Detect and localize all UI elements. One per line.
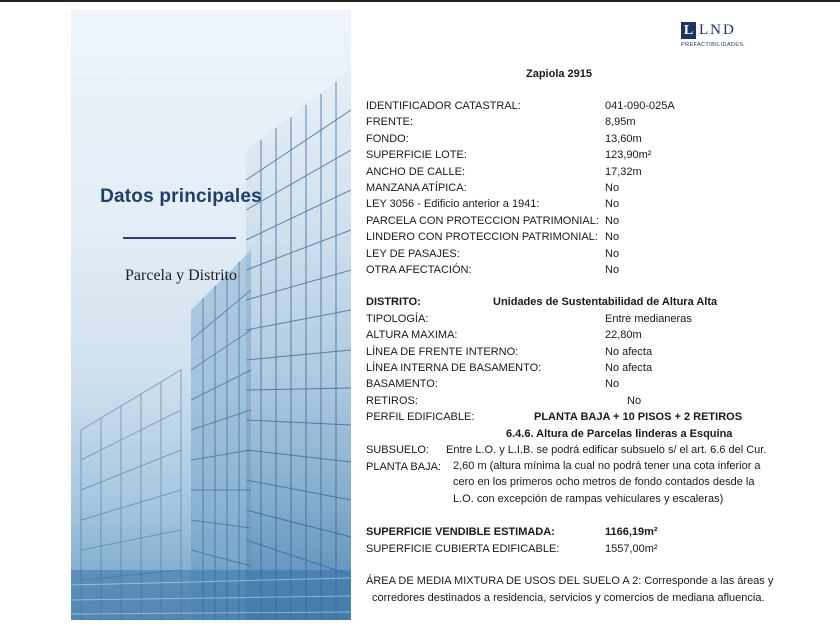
row-label: ANCHO DE CALLE:	[366, 166, 466, 178]
row-label: FONDO:	[366, 133, 409, 145]
row-label: ALTURA MAXIMA:	[366, 329, 458, 341]
row-label: RETIROS:	[366, 395, 418, 407]
superficie-cubierta-label: SUPERFICIE CUBIERTA EDIFICABLE:	[366, 543, 560, 555]
area-note-line: ÁREA DE MEDIA MIXTURA DE USOS DEL SUELO A 2: Corresponde a las áreas y	[366, 575, 774, 587]
cover-panel	[71, 10, 351, 620]
cover-title: Datos principales	[100, 186, 262, 207]
building-illustration	[71, 10, 351, 620]
cover-subtitle: Parcela y Distrito	[125, 267, 237, 284]
property-address: Zapiola 2915	[526, 68, 593, 80]
row-label: TIPOLOGÍA:	[366, 313, 429, 325]
logo-tagline: PREFACTIBILIDADES	[681, 42, 744, 48]
logo-word: LND	[699, 22, 736, 38]
area-note-line: corredores destinados a residencia, servicios y comercios de mediana afluencia.	[372, 592, 765, 604]
perfil-note: 6.4.6. Altura de Parcelas linderas a Esquina	[506, 428, 733, 440]
district-value: Unidades de Sustentabilidad de Altura Alta	[493, 296, 718, 308]
row-value: No	[605, 231, 620, 243]
row-label: LEY 3056 - Edificio anterior a 1941:	[366, 198, 540, 210]
row-value: 13,60m	[605, 133, 642, 145]
top-border	[0, 0, 840, 2]
row-value: 041-090-025A	[605, 100, 675, 112]
row-value: No	[627, 395, 642, 407]
row-value: No	[605, 264, 620, 276]
row-value: 123,90m²	[605, 149, 652, 161]
row-value: No	[605, 248, 620, 260]
planta-baja-line: 2,60 m (altura mínima la cual no podrá tener una cota inferior a	[453, 460, 761, 472]
superficie-vendible-value: 1166,19m²	[605, 526, 658, 538]
planta-baja-label: PLANTA BAJA:	[366, 461, 441, 473]
planta-baja-line: L.O. con excepción de rampas vehiculares y escaleras)	[453, 493, 724, 505]
row-value: 8,95m	[605, 116, 636, 128]
planta-baja-line: cero en los primeros ocho metros de fondo contados desde la	[453, 476, 755, 488]
row-value: 22,80m	[605, 329, 642, 341]
perfil-label: PERFIL EDIFICABLE:	[366, 411, 475, 423]
row-label: BASAMENTO:	[366, 378, 438, 390]
row-value: No afecta	[605, 346, 653, 358]
row-value: Entre medianeras	[605, 313, 692, 325]
row-value: No	[605, 378, 620, 390]
logo-mark: L	[681, 22, 696, 39]
row-label: LÍNEA DE FRENTE INTERNO:	[366, 346, 519, 358]
cover-divider	[123, 237, 236, 239]
row-label: OTRA AFECTACIÓN:	[366, 264, 472, 276]
subsuelo-label: SUBSUELO:	[366, 444, 429, 456]
row-label: SUPERFICIE LOTE:	[366, 149, 467, 161]
row-value: No	[605, 198, 620, 210]
row-value: No	[605, 182, 620, 194]
row-label: MANZANA ATÍPICA:	[366, 182, 467, 194]
row-label: IDENTIFICADOR CATASTRAL:	[366, 100, 521, 112]
row-value: No	[605, 215, 620, 227]
district-label: DISTRITO:	[366, 296, 421, 308]
superficie-vendible-label: SUPERFICIE VENDIBLE ESTIMADA:	[366, 526, 555, 538]
row-label: PARCELA CON PROTECCION PATRIMONIAL:	[366, 215, 599, 227]
row-label: FRENTE:	[366, 116, 414, 128]
perfil-value: PLANTA BAJA + 10 PISOS + 2 RETIROS	[534, 411, 743, 423]
row-label: LINDERO CON PROTECCION PATRIMONIAL:	[366, 231, 598, 243]
row-value: 17,32m	[605, 166, 642, 178]
row-label: LEY DE PASAJES:	[366, 248, 460, 260]
superficie-cubierta-value: 1557,00m²	[605, 543, 658, 555]
row-value: No afecta	[605, 362, 653, 374]
row-label: LÍNEA INTERNA DE BASAMENTO:	[366, 362, 542, 374]
subsuelo-text: Entre L.O. y L.I.B. se podrá edificar subsuelo s/ el art. 6.6 del Cur.	[446, 444, 767, 456]
